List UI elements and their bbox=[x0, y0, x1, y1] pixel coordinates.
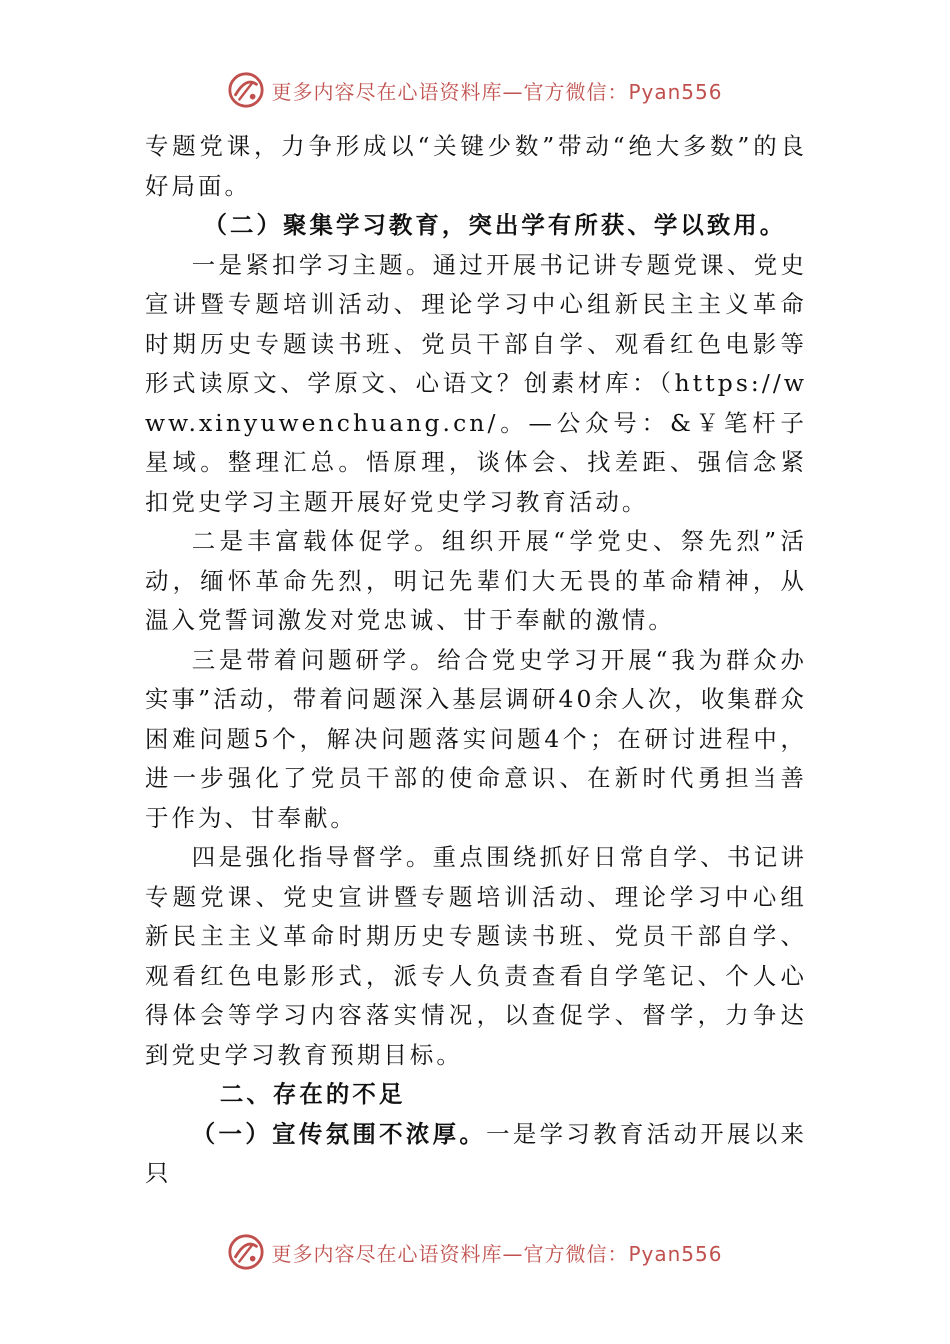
paragraph-research: 三是带着问题研学。给合党史学习开展“我为群众办实事”活动，带着问题深入基层调研40余人次，收集群众困难问题5个，解决问题落实问题4个；在研讨进程中，进一步强化了党员干部的使命意识、在新时代勇担当善于作为、甘奉献。 bbox=[145, 645, 807, 832]
section-heading: 二、存在的不足 bbox=[219, 1080, 406, 1108]
paragraph-supervision: 四是强化指导督学。重点围绕抓好日常自学、书记讲专题党课、党史宣讲暨专题培训活动、理论学习中心组新民主主义革命时期历史专题读书班、党员干部自学、观看红色电影形式，派专人负责查看自学笔记、个人心得体会等学习内容落实情况，以查促学、督学，力争达到党史学习教育预期目标。 bbox=[145, 843, 807, 1069]
header-watermark bbox=[0, 70, 950, 110]
watermark-text: 更多内容尽在心语资料库—官方微信：Pyan556 bbox=[271, 79, 723, 104]
document-body bbox=[145, 127, 807, 1194]
paragraph-continuation: 专题党课，力争形成以“关键少数”带动“绝大多数”的良好局面。 bbox=[145, 132, 807, 200]
footer-watermark bbox=[0, 1232, 950, 1272]
xinyu-logo-icon bbox=[227, 1233, 265, 1271]
subsection-heading: （二）聚集学习教育，突出学有所获、学以致用。 bbox=[203, 211, 787, 239]
paragraph-shortcoming bbox=[145, 1115, 807, 1194]
paragraph-carrier: 二是丰富载体促学。组织开展“学党史、祭先烈”活动，缅怀革命先烈，明记先辈们大无畏的革命精神，从温入党誓词激发对党忠诚、甘于奉献的激情。 bbox=[145, 527, 807, 634]
watermark-text: 更多内容尽在心语资料库—官方微信：Pyan556 bbox=[271, 1241, 723, 1266]
paragraph-theme: 一是紧扣学习主题。通过开展书记讲专题党课、党史宣讲暨专题培训活动、理论学习中心组新民主主义革命时期历史专题读书班、党员干部自学、观看红色电影等形式读原文、学原文、心语文？创素材库：（https://www.xinyuwenchuang.cn/。—公众号：&￥笔杆子星域。整理汇总。悟原理，谈体会、找差距、强信念紧扣党史学习主题开展好党史学习教育活动。 bbox=[145, 250, 807, 516]
xinyu-logo-icon bbox=[227, 71, 265, 109]
shortcoming-text: 一是学习教育活动开展以来只 bbox=[145, 1119, 807, 1187]
shortcoming-heading: （一）宣传氛围不浓厚。 bbox=[191, 1119, 487, 1148]
